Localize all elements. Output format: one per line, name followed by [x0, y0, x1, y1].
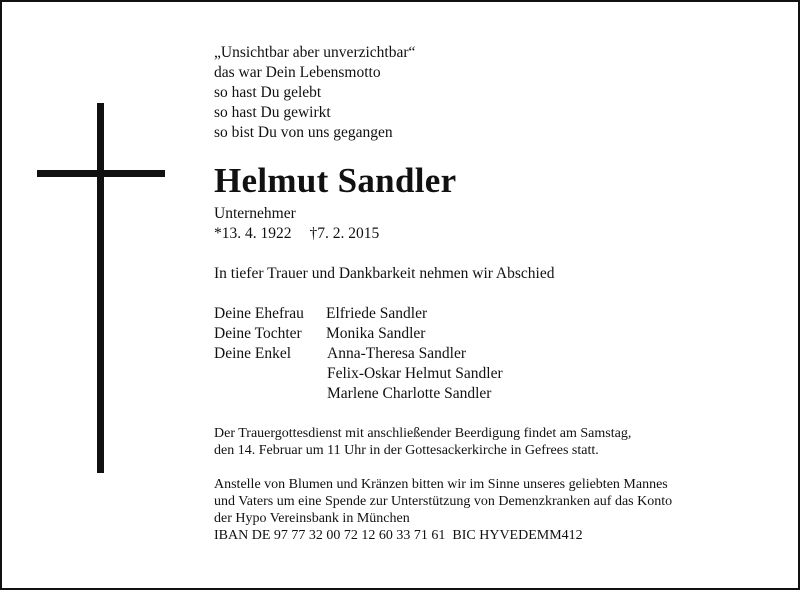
- cross-icon-vertical: [97, 103, 104, 473]
- family-list: [214, 304, 774, 404]
- cross-icon-horizontal: [37, 170, 165, 177]
- relation-label: Deine Ehefrau: [214, 305, 304, 322]
- deceased-name: Helmut Sandler: [214, 161, 457, 200]
- family-member-name: Elfriede Sandler: [326, 305, 428, 322]
- service-info: [214, 425, 774, 459]
- family-row-grandchildren: [214, 364, 774, 384]
- birth-date: *13. 4. 1922: [214, 225, 292, 242]
- motto-line: „Unsichtbar aber unverzichtbar“: [214, 44, 416, 61]
- family-row-wife: [214, 304, 774, 324]
- donation-line: und Vaters um eine Spende zur Unterstützung von Demenzkranken auf das Konto: [214, 494, 673, 509]
- relation-label: Deine Enkel: [214, 345, 292, 362]
- donation-info: [214, 476, 774, 544]
- donation-line: der Hypo Vereinsbank in München: [214, 511, 410, 526]
- donation-line: Anstelle von Blumen und Kränzen bitten wir im Sinne unseres geliebten Mannes: [214, 477, 668, 492]
- relation-label: Deine Tochter: [214, 325, 302, 342]
- bank-details: IBAN DE 97 77 32 00 72 12 60 33 71 61 BIC HYVEDEMM412: [214, 528, 583, 543]
- family-member-name: Anna-Theresa Sandler: [327, 345, 467, 362]
- family-row-grandchildren: [214, 344, 774, 364]
- motto-line: das war Dein Lebensmotto: [214, 64, 381, 81]
- family-member-name: Monika Sandler: [326, 325, 426, 342]
- family-member-name: Marlene Charlotte Sandler: [327, 385, 492, 402]
- service-line: den 14. Februar um 11 Uhr in der Gottesackerkirche in Gefrees statt.: [214, 443, 599, 458]
- obituary-content: [214, 43, 774, 544]
- family-row-daughter: [214, 324, 774, 344]
- motto-verse: [214, 43, 774, 143]
- family-member-name: Felix-Oskar Helmut Sandler: [327, 365, 503, 382]
- motto-line: so bist Du von uns gegangen: [214, 124, 393, 141]
- motto-line: so hast Du gewirkt: [214, 104, 331, 121]
- family-row-grandchildren: [214, 384, 774, 404]
- service-line: Der Trauergottesdienst mit anschließender Beerdigung findet am Samstag,: [214, 426, 632, 441]
- death-date: †7. 2. 2015: [309, 225, 380, 242]
- life-dates: [214, 224, 774, 244]
- motto-line: so hast Du gelebt: [214, 84, 322, 101]
- farewell-text: In tiefer Trauer und Dankbarkeit nehmen wir Abschied: [214, 265, 555, 282]
- deceased-profession: Unternehmer: [214, 205, 296, 222]
